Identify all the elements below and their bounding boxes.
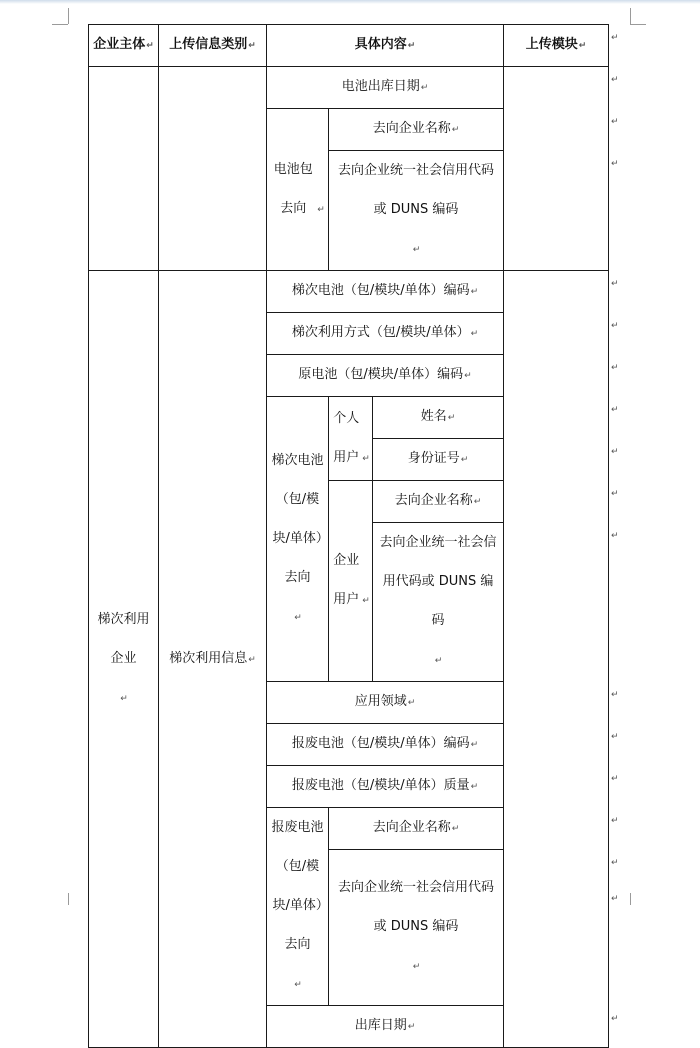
battery-pack-destination-label: 电池包去向 ↵ (267, 109, 329, 271)
personal-user-label: 个人用户 ↵ (329, 397, 373, 481)
module-cell-empty (504, 271, 609, 1048)
row-end-mark: ↵ (611, 320, 619, 331)
content-cell: 应用领域↵ (267, 682, 504, 724)
content-cell: 去向企业统一社会信用代码或 DUNS 编码↵ (329, 850, 504, 1006)
entity-cell-empty (89, 67, 159, 271)
category-cell-empty (159, 67, 267, 271)
header-content: 具体内容↵ (267, 25, 504, 67)
content-cell: 姓名↵ (373, 397, 504, 439)
row-end-mark: ↵ (611, 278, 619, 289)
row-end-mark: ↵ (611, 689, 619, 700)
row-end-mark: ↵ (611, 158, 619, 169)
row-end-mark: ↵ (611, 362, 619, 373)
table-row (89, 271, 609, 313)
content-cell: 去向企业统一社会信用代码或 DUNS 编码↵ (329, 151, 504, 271)
module-cell-empty (504, 67, 609, 271)
header-module: 上传模块↵ (504, 25, 609, 67)
content-cell: 去向企业统一社会信用代码或 DUNS 编码↵ (373, 523, 504, 682)
crop-mark-bottom-right (630, 893, 631, 905)
row-end-mark: ↵ (611, 857, 619, 868)
row-end-mark: ↵ (611, 488, 619, 499)
info-table (88, 24, 609, 1048)
content-cell: 去向企业名称↵ (329, 808, 504, 850)
row-end-mark: ↵ (611, 530, 619, 541)
crop-mark-top-right-h (630, 24, 646, 25)
row-end-mark: ↵ (611, 116, 619, 127)
row-end-mark: ↵ (611, 74, 619, 85)
row-end-mark: ↵ (611, 1013, 619, 1024)
crop-mark-top-left (68, 8, 69, 24)
content-cell: 去向企业名称↵ (373, 481, 504, 523)
table-row (89, 67, 609, 109)
row-end-mark: ↵ (611, 731, 619, 742)
row-end-mark: ↵ (611, 446, 619, 457)
window-top-strip (0, 0, 700, 4)
row-end-mark: ↵ (611, 32, 619, 43)
header-category: 上传信息类别↵ (159, 25, 267, 67)
row-end-mark: ↵ (611, 815, 619, 826)
row-end-mark: ↵ (611, 893, 619, 904)
crop-mark-top-left-h (52, 24, 68, 25)
header-row (89, 25, 609, 67)
content-cell: 梯次利用方式（包/模块/单体）↵ (267, 313, 504, 355)
row-end-mark: ↵ (611, 404, 619, 415)
content-cell: 身份证号↵ (373, 439, 504, 481)
crop-mark-top-right (630, 8, 631, 24)
content-cell: 原电池（包/模块/单体）编码↵ (267, 355, 504, 397)
content-cell: 电池出库日期↵ (267, 67, 504, 109)
content-cell: 出库日期↵ (267, 1006, 504, 1048)
content-cell: 报废电池（包/模块/单体）编码↵ (267, 724, 504, 766)
content-cell: 去向企业名称↵ (329, 109, 504, 151)
crop-mark-bottom-left (68, 893, 69, 905)
row-end-mark: ↵ (611, 773, 619, 784)
entity-cell: 梯次利用企业↵ (89, 271, 159, 1048)
scrap-battery-destination-label: 报废电池（包/模块/单体）去向↵ (267, 808, 329, 1006)
content-cell: 报废电池（包/模块/单体）质量↵ (267, 766, 504, 808)
content-cell: 梯次电池（包/模块/单体）编码↵ (267, 271, 504, 313)
cascade-battery-destination-label: 梯次电池（包/模块/单体）去向↵ (267, 397, 329, 682)
category-cell: 梯次利用信息↵ (159, 271, 267, 1048)
header-entity: 企业主体↵ (89, 25, 159, 67)
enterprise-user-label: 企业用户 ↵ (329, 481, 373, 682)
